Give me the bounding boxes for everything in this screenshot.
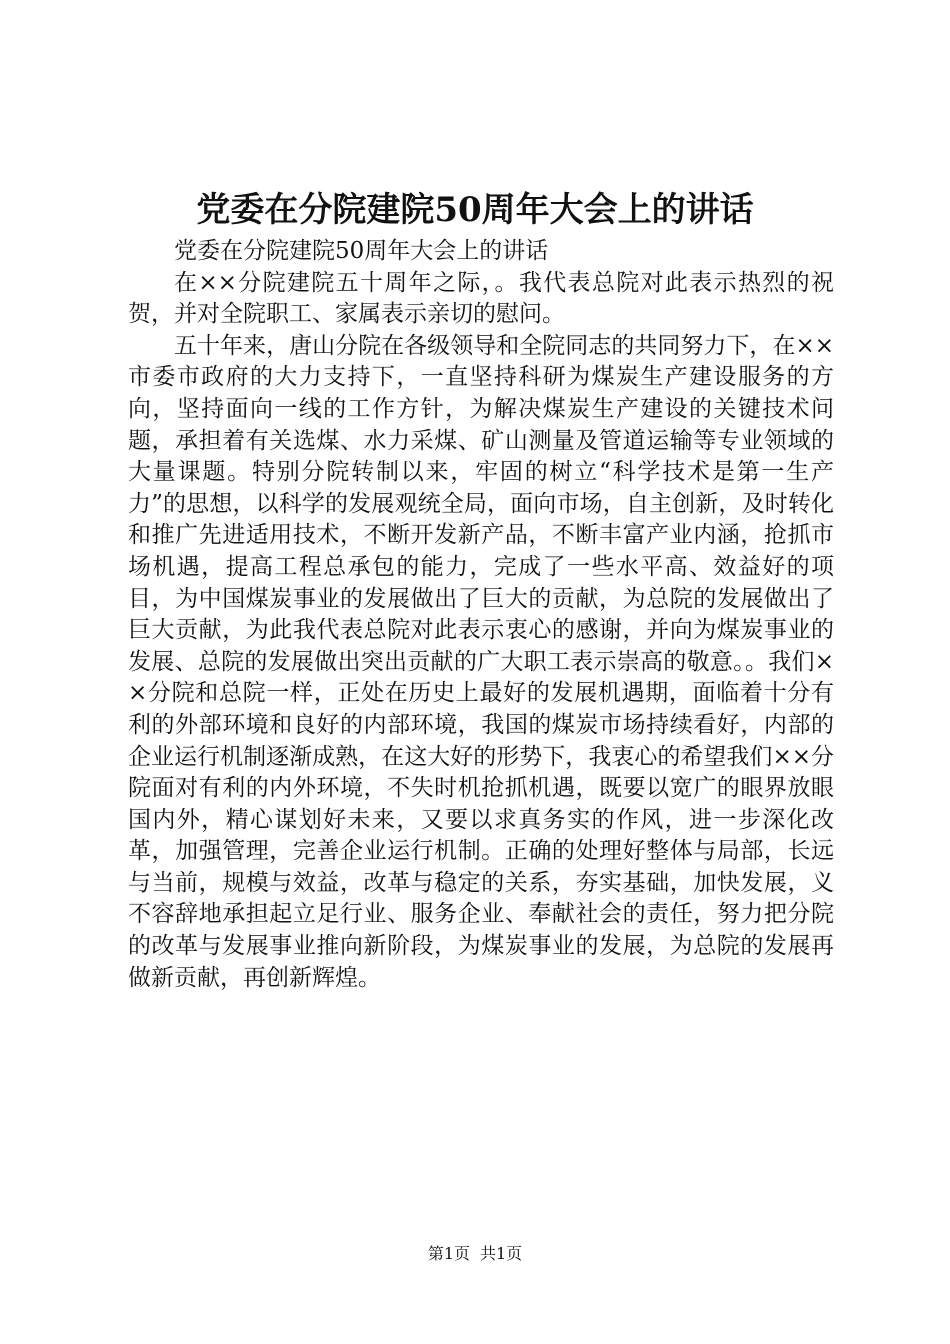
document-title: 党委在分院建院50周年大会上的讲话 xyxy=(196,190,754,230)
body-paragraph-greeting: 在××分院建院五十周年之际，。我代表总院对此表示热烈的祝贺，并对全院职工、家属表示亲切的慰问。 xyxy=(128,269,834,328)
body-paragraph-subtitle: 党委在分院建院50周年大会上的讲话 xyxy=(174,238,549,264)
body-paragraph-main: 五十年来，唐山分院在各级领导和全院同志的共同努力下，在××市委市政府的大力支持下，一直坚持科研为煤炭生产建设服务的方向，坚持面向一线的工作方针，为解决煤炭生产建设的关键技术问题，承担着有关选煤、水力采煤、矿山测量及管道运输等专业领域的大量课题。特别分院转制以来，牢固的树立“科学技术是第一生产力”的思想，以科学的发展观统全局，面向市场，自主创新，及时转化和推广先进适用技术，不断开发新产品，不断丰富产业内涵，抢抓市场机遇，提高工程总承包的能力，完成了一些水平高、效益好的项目，为中国煤炭事业的发展做出了巨大的贡献，为总院的发展做出了巨大贡献，为此我代表总院对此表示衷心的感谢，并向为煤炭事业的发展、总院的发展做出突出贡献的广大职工表示崇高的敬意。。我们××分院和总院一样，正处在历史上最好的发展机遇期，面临着十分有利的外部环境和良好的内部环境，我国的煤炭市场持续看好，内部的企业运行机制逐渐成熟，在这大好的形势下，我衷心的希望我们××分院面对有利的内外环境，不失时机抢抓机遇，既要以宽广的眼界放眼国内外，精心谋划好未来，又要以求真务实的作风，进一步深化改革，加强管理，完善企业运行机制。正确的处理好整体与局部，长远与当前，规模与效益，改革与稳定的关系，夯实基础，加快发展，义不容辞地承担起立足行业、服务企业、奉献社会的责任，努力把分院的改革与发展事业推向新阶段，为煤炭事业的发展，为总院的发展再做新贡献，再创新辉煌。 xyxy=(128,332,834,991)
page-total: 共1页 xyxy=(480,1244,523,1263)
document-body xyxy=(128,236,834,994)
page-footer xyxy=(0,1242,950,1266)
page-number: 第1页 xyxy=(427,1244,470,1263)
